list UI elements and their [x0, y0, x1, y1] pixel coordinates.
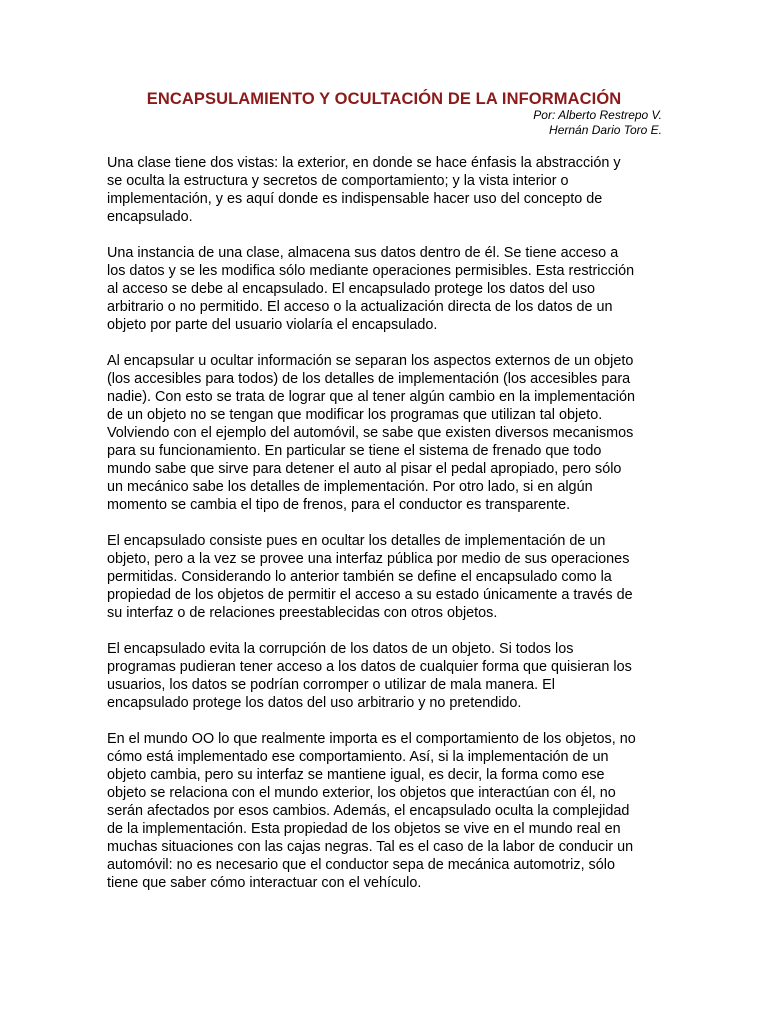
paragraph-2: Una instancia de una clase, almacena sus datos dentro de él. Se tiene acceso a los datos y se les modifica sólo mediante operaciones permisibles. Esta restricción al acceso se debe al encapsulado. El encapsulado protege los datos del uso arbitrario o no permitido. El acceso o la actualización directa de los datos de un objeto por parte del usuario violaría el encapsulado. — [107, 245, 635, 333]
document-body — [107, 154, 663, 910]
author-line-1: Por: Alberto Restrepo V. — [533, 108, 662, 122]
author-credits — [533, 108, 662, 138]
paragraph-6: En el mundo OO lo que realmente importa es el comportamiento de los objetos, no cómo está implementado ese comportamiento. Así, si la implementación de un objeto cambia, pero su interfaz se mantiene igual, es decir, la forma como ese objeto se relaciona con el mundo exterior, los objetos que interactúan con él, no serán afectados por esos cambios. Además, el encapsulado oculta la complejidad de la implementación. Esta propiedad de los objetos se vive en el mundo real en muchas situaciones con las cajas negras. Tal es el caso de la labor de conducir un automóvil: no es necesario que el conductor sepa de mecánica automotriz, sólo tiene que saber cómo interactuar con el vehículo. — [107, 731, 636, 891]
paragraph-5: El encapsulado evita la corrupción de los datos de un objeto. Si todos los programas pudieran tener acceso a los datos de cualquier forma que quisieran los usuarios, los datos se podrían corromper o utilizar de mala manera. El encapsulado protege los datos del uso arbitrario y no pretendido. — [107, 641, 632, 711]
document-title: ENCAPSULAMIENTO Y OCULTACIÓN DE LA INFORMACIÓN — [146, 90, 622, 108]
paragraph-4: El encapsulado consiste pues en ocultar los detalles de implementación de un objeto, pero a la vez se provee una interfaz pública por medio de sus operaciones permitidas. Considerando lo anterior también se define el encapsulado como la propiedad de los objetos de permitir el acceso a su estado únicamente a través de su interfaz o de relaciones preestablecidas con otros objetos. — [107, 533, 633, 621]
author-line-2: Hernán Dario Toro E. — [549, 123, 662, 137]
paragraph-3: Al encapsular u ocultar información se separan los aspectos externos de un objeto (los accesibles para todos) de los detalles de implementación (los accesibles para nadie). Con esto se trata de lograr que al tener algún cambio en la implementación de un objeto no se tengan que modificar los programas que utilizan tal objeto. Volviendo con el ejemplo del automóvil, se sabe que existen diversos mecanismos para su funcionamiento. En particular se tiene el sistema de frenado que todo mundo sabe que sirve para detener el auto al pisar el pedal apropiado, pero sólo un mecánico sabe los detalles de implementación. Por otro lado, si en algún momento se cambia el tipo de frenos, para el conductor es transparente. — [107, 353, 635, 513]
paragraph-1: Una clase tiene dos vistas: la exterior, en donde se hace énfasis la abstracción y se oculta la estructura y secretos de comportamiento; y la vista interior o implementación, y es aquí donde es indispensable hacer uso del concepto de encapsulado. — [107, 155, 621, 225]
